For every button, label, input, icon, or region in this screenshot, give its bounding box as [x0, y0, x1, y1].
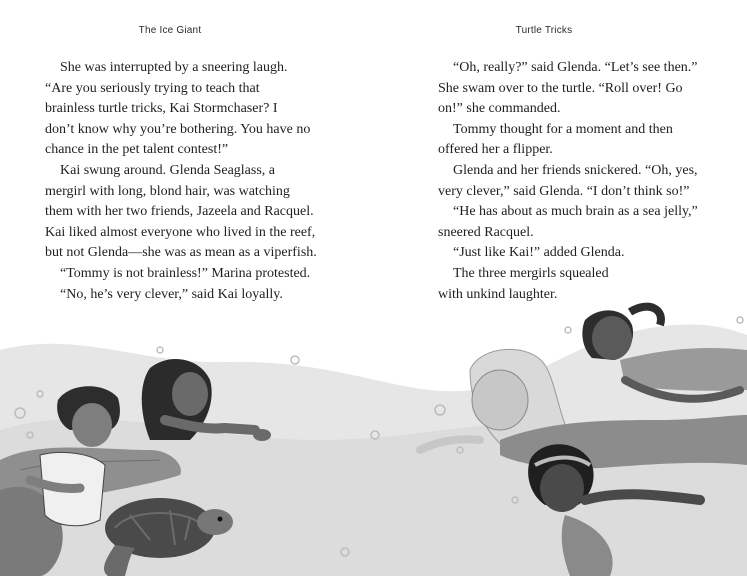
text-line: Glenda and her friends snickered. “Oh, yes,	[453, 162, 698, 178]
text-line: with unkind laughter.	[438, 286, 558, 302]
text-line: Tommy thought for a moment and then	[453, 121, 673, 137]
left-page	[0, 0, 373, 576]
text-line: “Oh, really?” said Glenda. “Let’s see then.”	[453, 60, 698, 75]
text-line: “Just like Kai!” added Glenda.	[453, 245, 625, 261]
text-line: Kai swung around. Glenda Seaglass, a	[60, 162, 276, 178]
text-line: “Are you seriously trying to teach that	[45, 80, 260, 96]
text-line: “He has about as much brain as a sea jelly,”	[453, 204, 698, 220]
text-line: Kai liked almost everyone who lived in the reef,	[45, 224, 316, 240]
text-line: but not Glenda—she was as mean as a viperfish.	[45, 245, 317, 261]
text-line: them with her two friends, Jazeela and Racquel.	[45, 204, 314, 220]
running-head: Turtle Tricks	[515, 25, 573, 36]
right-page	[374, 0, 747, 576]
text-line: offered her a flipper.	[438, 142, 553, 158]
text-line: chance in the pet talent contest!”	[45, 142, 229, 158]
body-text	[438, 58, 728, 305]
text-line: mergirl with long, blond hair, was watching	[45, 183, 290, 199]
text-line: She swam over to the turtle. “Roll over! Go	[438, 80, 683, 96]
text-line: on!” she commanded.	[438, 101, 561, 117]
running-head: The Ice Giant	[138, 25, 202, 36]
text-line: “No, he’s very clever,” said Kai loyally.	[60, 286, 283, 302]
text-line: “Tommy is not brainless!” Marina protested.	[60, 265, 311, 281]
text-line: sneered Racquel.	[438, 224, 534, 240]
text-line: The three mergirls squealed	[453, 265, 609, 281]
text-line: She was interrupted by a sneering laugh.	[60, 60, 288, 75]
text-line: brainless turtle tricks, Kai Stormchaser? I	[45, 101, 278, 117]
text-line: very clever,” said Glenda. “I don’t think so!”	[438, 183, 690, 199]
body-text	[45, 58, 335, 305]
text-line: don’t know why you’re bothering. You have no	[45, 121, 311, 137]
